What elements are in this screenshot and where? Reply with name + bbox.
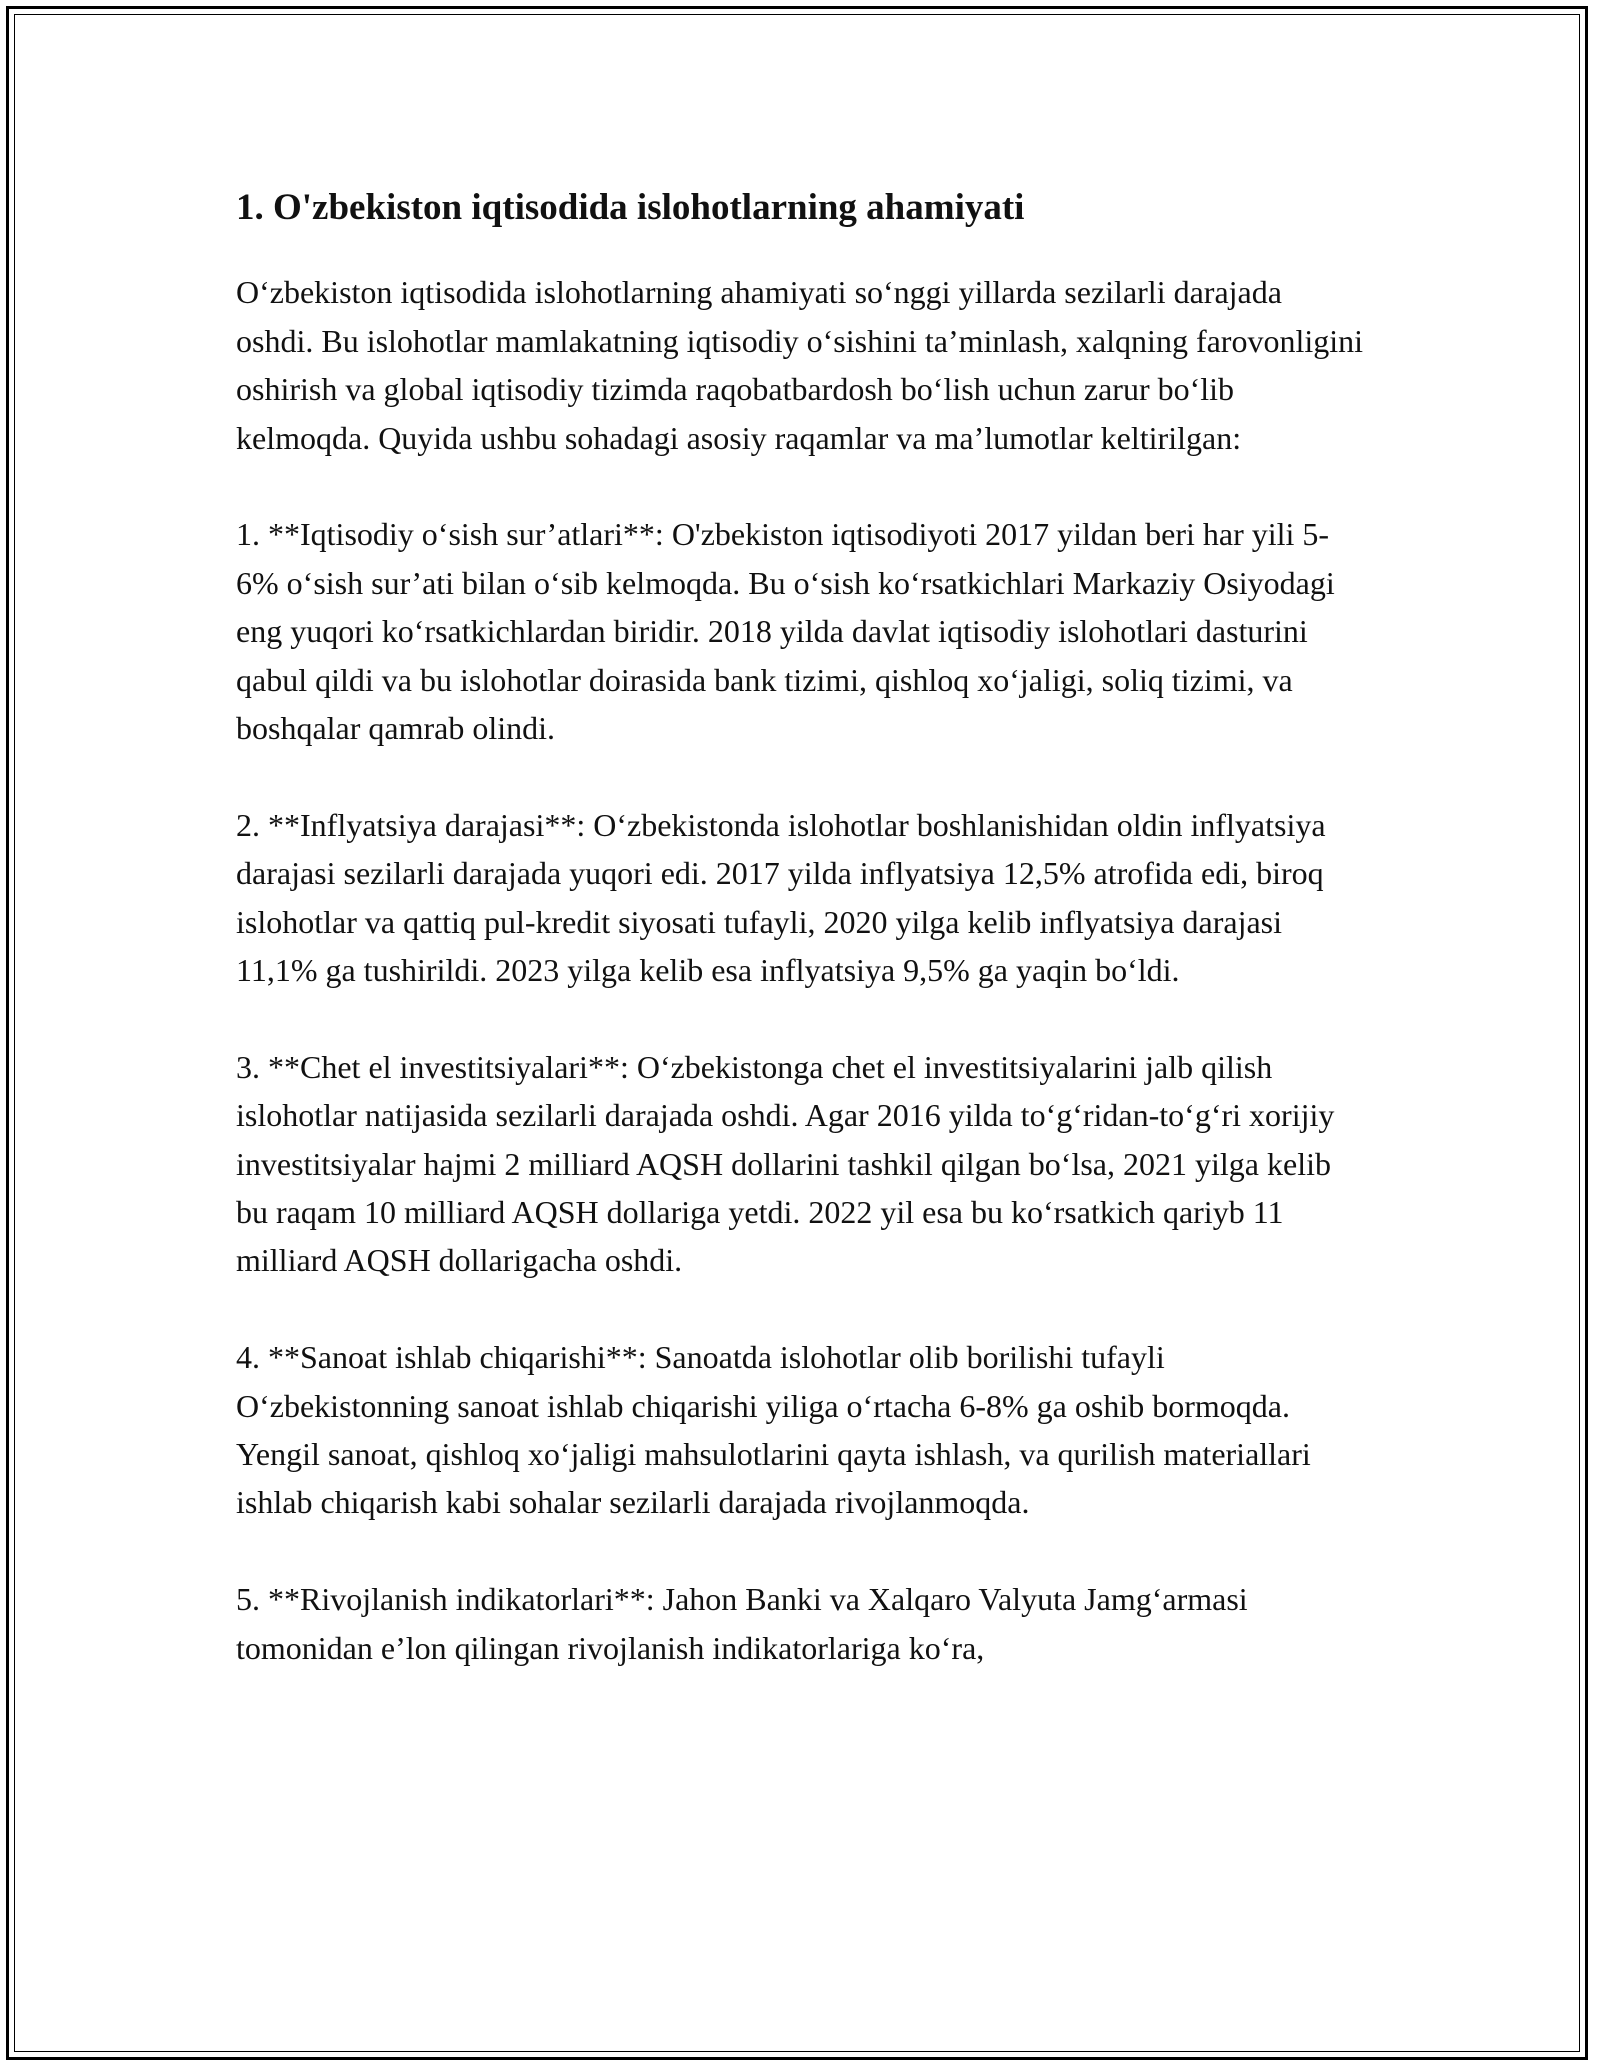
paragraph-foreign-investment: 3. **Chet el investitsiyalari**: O‘zbekistonga chet el investitsiyalarini jalb qilish islohotlar natijasida sezilarli darajada oshdi. Agar 2016 yilda to‘g‘ridan-to‘g‘ri xorijiy investitsiyalar hajmi 2 milliard AQSH dollarini tashkil qilgan bo‘lsa, 2021 yilga kelib bu raqam 10 milliard AQSH dollariga yetdi. 2022 yil esa bu ko‘rsatkich qariyb 11 milliard AQSH dollarigacha oshdi.: [236, 1048, 1335, 1279]
paragraph-inflation: 2. **Inflyatsiya darajasi**: O‘zbekistonda islohotlar boshlanishidan oldin inflyatsiya darajasi sezilarli darajada yuqori edi. 2017 yilda inflyatsiya 12,5% atrofida edi, biroq islohotlar va qattiq pul-kredit siyosati tufayli, 2020 yilga kelib inflyatsiya darajasi 11,1% ga tushirildi. 2023 yilga kelib esa inflyatsiya 9,5% ga yaqin bo‘ldi.: [236, 806, 1326, 989]
document-body: [236, 186, 1366, 1720]
paragraph-development-indicators: 5. **Rivojlanish indikatorlari**: Jahon Banki va Xalqaro Valyuta Jamg‘armasi tomonidan e’lon qilingan rivojlanish indikatorlariga ko‘ra,: [236, 1581, 1248, 1666]
paragraph-intro: O‘zbekiston iqtisodida islohotlarning ahamiyati so‘nggi yillarda sezilarli darajada oshdi. Bu islohotlar mamlakatning iqtisodiy o‘sishini ta’minlash, xalqning farovonligini oshirish va global iqtisodiy tizimda raqobatbardosh bo‘lish uchun zarur bo‘lib kelmoqda. Quyida ushbu sohadagi asosiy raqamlar va ma’lumotlar keltirilgan:: [236, 274, 1364, 456]
paragraph-industrial-production: 4. **Sanoat ishlab chiqarishi**: Sanoatda islohotlar olib borilishi tufayli O‘zbekistonning sanoat ishlab chiqarishi yiliga o‘rtacha 6-8% ga oshib bormoqda. Yengil sanoat, qishloq xo‘jaligi mahsulotlarini qayta ishlash, va qurilish materiallari ishlab chiqarish kabi sohalar sezilarli darajada rivojlanmoqda.: [236, 1339, 1311, 1521]
document-title: 1. O'zbekiston iqtisodida islohotlarning ahamiyati: [236, 187, 1025, 228]
paragraph-economic-growth: 1. **Iqtisodiy o‘sish sur’atlari**: O'zbekiston iqtisodiyoti 2017 yildan beri har yili 5-6% o‘sish sur’ati bilan o‘sib kelmoqda. Bu o‘sish ko‘rsatkichlari Markaziy Osiyodagi eng yuqori ko‘rsatkichlardan biridir. 2018 yilda davlat iqtisodiy islohotlari dasturini qabul qildi va bu islohotlar doirasida bank tizimi, qishloq xo‘jaligi, soliq tizimi, va boshqalar qamrab olindi.: [236, 516, 1335, 747]
